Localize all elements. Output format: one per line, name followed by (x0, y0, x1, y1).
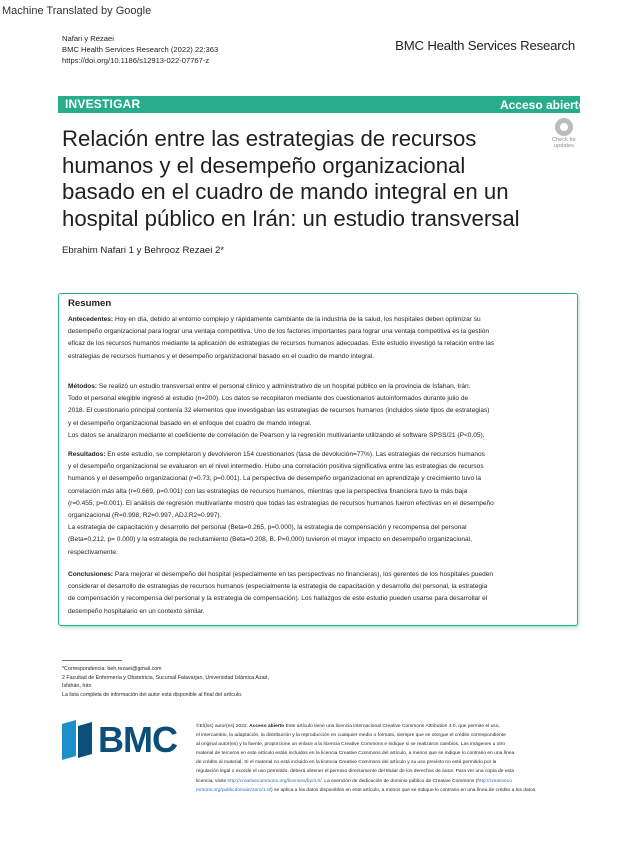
badge-line-2: updates (554, 143, 574, 149)
cc0-link[interactable]: http://creativeco (477, 778, 512, 784)
line-text: . La exención de dedicación de dominio público de Creative Commons ( (321, 778, 478, 784)
abstract-line: Todo el personal elegible ingresó al estudio (n=200). Los datos se recopilaron mediante dos cuestionarios autoinformados durante julio de (68, 395, 469, 403)
license-text (196, 722, 602, 795)
abstract-metodos (68, 381, 570, 442)
line-text: Se realizó un estudio transversal entre el personal clínico y administrativo de un hospital público en la provincia de Isfahan, Irán. (97, 383, 471, 390)
line-text: Este artículo tiene una licencia internacional Creative Commons Attribution 4.0, que permite el uso, (284, 724, 500, 729)
title-line: Relación entre las estrategias de recursos (62, 126, 477, 151)
abstract-line: organizacional (R=0.998, R2=0.997, ADJ.R2=0.997). (68, 512, 222, 520)
section-label: Resultados: (68, 451, 106, 458)
abstract-conclusiones (68, 569, 570, 618)
license-line (196, 777, 602, 786)
badge-line-1: Check for (552, 137, 576, 143)
bmc-logo-mark (60, 720, 96, 760)
license-line: material de terceros en este artículo están incluidos en la licencia Creative Commons del artículo, a menos que se indique lo contrario en una línea (196, 751, 515, 757)
bmc-logo (60, 720, 180, 760)
license-line: al original autor(es) y la fuente, proporcione un enlace a la licencia Creative Commons e indique si se realizaron cambios. Las imágenes u otro (196, 742, 506, 748)
abstract-line: Los datos se analizaron mediante el coeficiente de correlación de Pearson y la regresión multivariante utilizando el software SPSS/21 (P<0.05). (68, 431, 485, 439)
abstract-line: desempeño organizacional para lograr una ventaja competitiva. Uno de los factores importantes para lograr una ventaja competitiva es la gestión (68, 328, 490, 336)
license-line: el intercambio, la adaptación, la distribución y la reproducción en cualquier medio o formato, siempre que se otorgue el crédito correspondiente (196, 733, 506, 739)
line-text: Hoy en día, debido al entorno complejo y rápidamente cambiante de la industria de la salud, los hospitales deben optimizar su (113, 316, 481, 323)
abstract-line: humanos y el desempeño organizacional (r=0.73, p=0.001). La perspectiva de desempeño organizacional en aprendizaje y crecimiento tuvo la (68, 475, 482, 483)
title-line: hospital público en Irán: un estudio transversal (62, 205, 520, 231)
journal-name: BMC Health Services Research (395, 38, 575, 53)
article-title (62, 126, 562, 232)
abstract-line: de compensación y recompensa del personal y la estrategia de compensación). Los hallazgos de este estudio pueden usarse para desarrollar el (68, 595, 488, 603)
abstract-line (68, 449, 570, 461)
abstract-line: considerar el desarrollo de estrategias de recursos humanos (especialmente la estrategia de capacitación y desarrollo del personal, la estrategia (68, 583, 488, 591)
footnote-separator (62, 660, 122, 661)
author-list: Ebrahim Nafari 1 y Behrooz Rezaei 2* (62, 245, 225, 256)
line-text: ©El(los) autor(es) 2022. (196, 724, 248, 729)
article-meta (62, 33, 218, 67)
title-line: basado en el cuadro de mando integral en un (62, 179, 509, 204)
line-text: Para mejorar el desempeño del hospital (especialmente en las perspectivas no financieras), los gerentes de los hospitales pueden (113, 571, 494, 578)
line-text: ) se aplica a los datos disponibles en este artículo, a menos que se indique lo contrario en una línea de crédito a los datos. (271, 787, 537, 793)
section-label: Antecedentes: (68, 316, 114, 323)
footnote-author-info: La lista completa de información del autor está disponible al final del artículo. (62, 691, 243, 698)
machine-translation-banner: Machine Translated by Google (2, 5, 152, 17)
line-text: En este estudio, se completaron y devolvieron 154 cuestionarios (tasa de devolución=77%). Las estrategias de recursos humanos (105, 451, 485, 458)
abstract-resultados (68, 449, 570, 559)
abstract-line: La estrategia de capacitación y desarrollo del personal (Beta=0.265, p=0.000), la estrategia de compensación y recompensa del personal (68, 524, 467, 532)
footnote-correspondence: *Correspondencia: beh.rezaei@gmail.com (62, 666, 162, 672)
open-access-label: Acceso abierto (499, 98, 586, 112)
bmc-logo-text: BMC (98, 719, 177, 760)
article-type-label: INVESTIGAR (65, 97, 141, 111)
meta-citation: BMC Health Services Research (2022) 22:363 (62, 45, 219, 55)
open-access-bold: Acceso abierto (248, 724, 285, 729)
article-type-bar (58, 96, 586, 113)
abstract-line (68, 381, 570, 393)
cc0-link-cont[interactable]: mmons.org/publicdomain/zero/1.0/ (196, 787, 272, 793)
license-line (196, 786, 602, 795)
abstract-line: eficaz de los recursos humanos mediante la aplicación de estrategias de recursos humanos adecuadas. Este estudio investigó la relación entre las (68, 340, 495, 348)
footnotes (62, 665, 269, 699)
license-line: de crédito al material. Si el material no está incluido en la licencia Creative Commons del artículo y su uso previsto no está permitido por la (196, 760, 497, 766)
section-label: Conclusiones: (68, 571, 114, 578)
line-text: licencia, visite (196, 778, 228, 784)
abstract-line: respectivamente. (68, 548, 118, 556)
footnote-affiliation-location: Isfahán, Irán (62, 683, 92, 690)
abstract-line: y el desempeño organizacional se evaluaron en el nivel intermedio. Hubo una correlación positiva significativa entre las estrategias de recursos (68, 463, 484, 471)
abstract-line: desempeño hospitalario en un contexto similar. (68, 607, 205, 615)
meta-doi-link[interactable]: https://doi.org/10.1186/s12913-022-07767-z (62, 56, 210, 66)
abstract-line: (r=0.455, p=0.001). El análisis de regresión multivariante mostró que todas las estrategias de recursos humanos fueron efectivas en el desempeño (68, 499, 494, 507)
abstract-line: correlación más alta (r=0.669, p=0.001) con las estrategias de recursos humanos, mientras que la perspectiva financiera tuvo la más baja (68, 487, 468, 495)
abstract-heading: Resumen (68, 298, 112, 309)
abstract-line: y el desempeño organizacional basado en el enfoque del cuadro de mando integral. (68, 419, 312, 427)
abstract-line: 2018. El cuestionario principal contenía 32 elementos que investigaban las estrategias de recursos humanos (incluidos siete tipos de estrategias) (68, 407, 490, 415)
abstract-line: estrategias de recursos humanos y el desempeño organizacional basado en el cuadro de mando integral. (68, 352, 375, 360)
abstract-line (68, 314, 570, 326)
meta-authors: Nafari y Rezaei (62, 34, 114, 43)
abstract-line (68, 569, 570, 581)
abstract-line: (Beta=0.212, p= 0.000) y la estrategia de reclutamiento (Beta=0.208, B, P=0.000) tuvieron el mayor impacto en desempeño organizacional, (68, 536, 472, 544)
cc-by-link[interactable]: http://creativecommons.org/licenses/by/4.0/ (227, 778, 322, 784)
footnote-affiliation: 2 Facultad de Enfermería y Obstetricia, Sucursal Falavarjan, Universidad Islámica Azad, (62, 674, 269, 681)
license-line (196, 722, 602, 731)
section-label: Métodos: (68, 383, 98, 390)
license-line: regulación legal o excede el uso permitido, deberá obtener el permiso directamente del titular de los derechos de autor. Para ver una copia de esta (196, 769, 515, 775)
abstract-antecedentes (68, 314, 570, 363)
title-line: humanos y el desempeño organizacional (62, 152, 466, 178)
